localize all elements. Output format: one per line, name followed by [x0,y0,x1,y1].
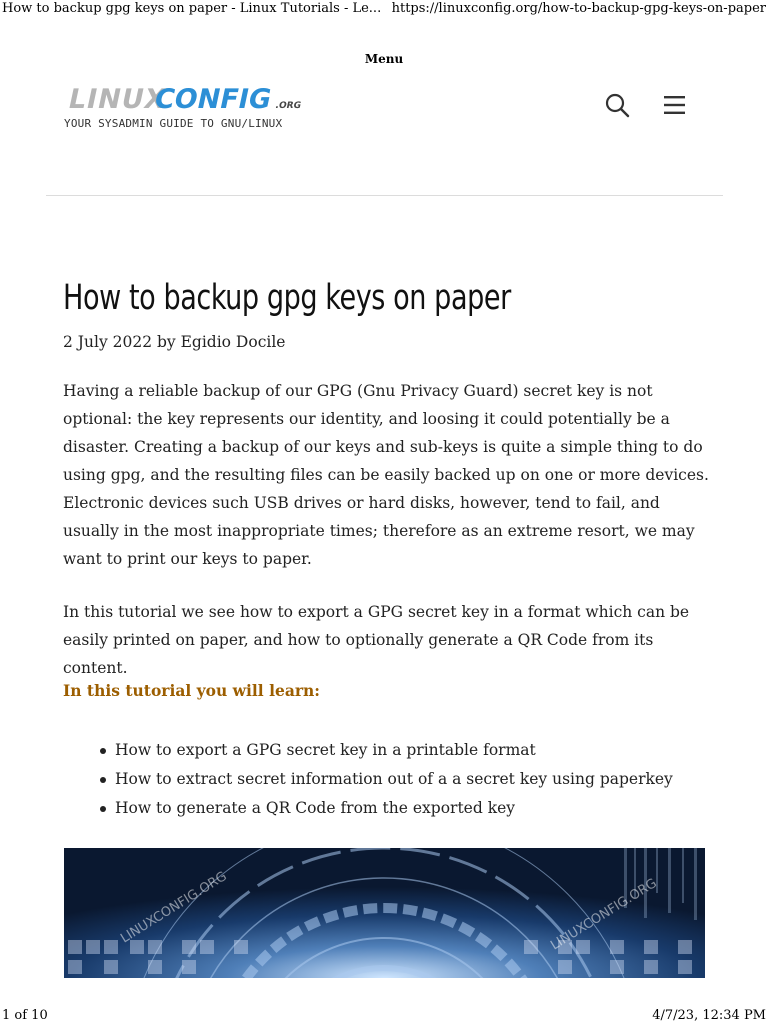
header-divider [46,195,723,196]
intro-paragraph: Having a reliable backup of our GPG (Gnu Privacy Guard) secret key is not optional: the key represents our identity, and loosing it could potentially be a disaster. Creating a backup of our keys and sub-keys is quite a simple thing to do using gpg, and the resulting files can be easily backed up on one or more devices. Electronic devices such USB drives or hard disks, however, tend to fail, and usually in the most inappropriate times; therefore as an extreme resort, we may want to print our keys to paper. [63,382,709,568]
learn-list [98,736,718,823]
site-logo[interactable] [63,82,308,132]
article-title: How to backup gpg keys on paper [63,278,511,318]
logo-tagline: YOUR SYSADMIN GUIDE TO GNU/LINUX [64,117,283,130]
learn-list-item: How to extract secret information out of a a secret key using paperkey [98,765,718,794]
print-footer [0,1006,768,1024]
learn-list-item: How to export a GPG secret key in a printable format [98,736,718,765]
learn-list-item: How to generate a QR Code from the exported key [98,794,718,823]
logo-linux-text: LINUX [65,84,170,115]
search-icon [604,92,630,118]
print-header [0,0,768,18]
hero-watermark-left: LINUXCONFIG.ORG [118,868,230,947]
print-url: https://linuxconfig.org/how-to-backup-gpg-keys-on-paper [391,1,766,16]
tutorial-summary-paragraph: In this tutorial we see how to export a GPG secret key in a format which can be easily printed on paper, and how to optionally generate a QR Code from its content. [63,603,690,677]
print-page-count: 1 of 10 [2,1008,48,1023]
menu-label[interactable]: Menu [364,52,404,66]
hero-graphic [64,848,705,978]
logo-graphic [63,82,308,132]
hamburger-menu-button[interactable] [662,94,688,116]
hero-image [64,848,705,978]
hamburger-icon [662,94,688,116]
hero-watermark-right: LINUXCONFIG.ORG [548,875,660,954]
logo-org-text: .ORG [274,101,302,111]
print-page-title: How to backup gpg keys on paper - Linux Tutorials - Le... [2,1,382,16]
logo-config-text: CONFIG [151,84,275,115]
learn-heading: In this tutorial you will learn: [63,681,321,700]
search-button[interactable] [604,92,630,118]
print-datetime: 4/7/23, 12:34 PM [652,1008,766,1023]
article-meta: 2 July 2022 by Egidio Docile [63,333,286,351]
